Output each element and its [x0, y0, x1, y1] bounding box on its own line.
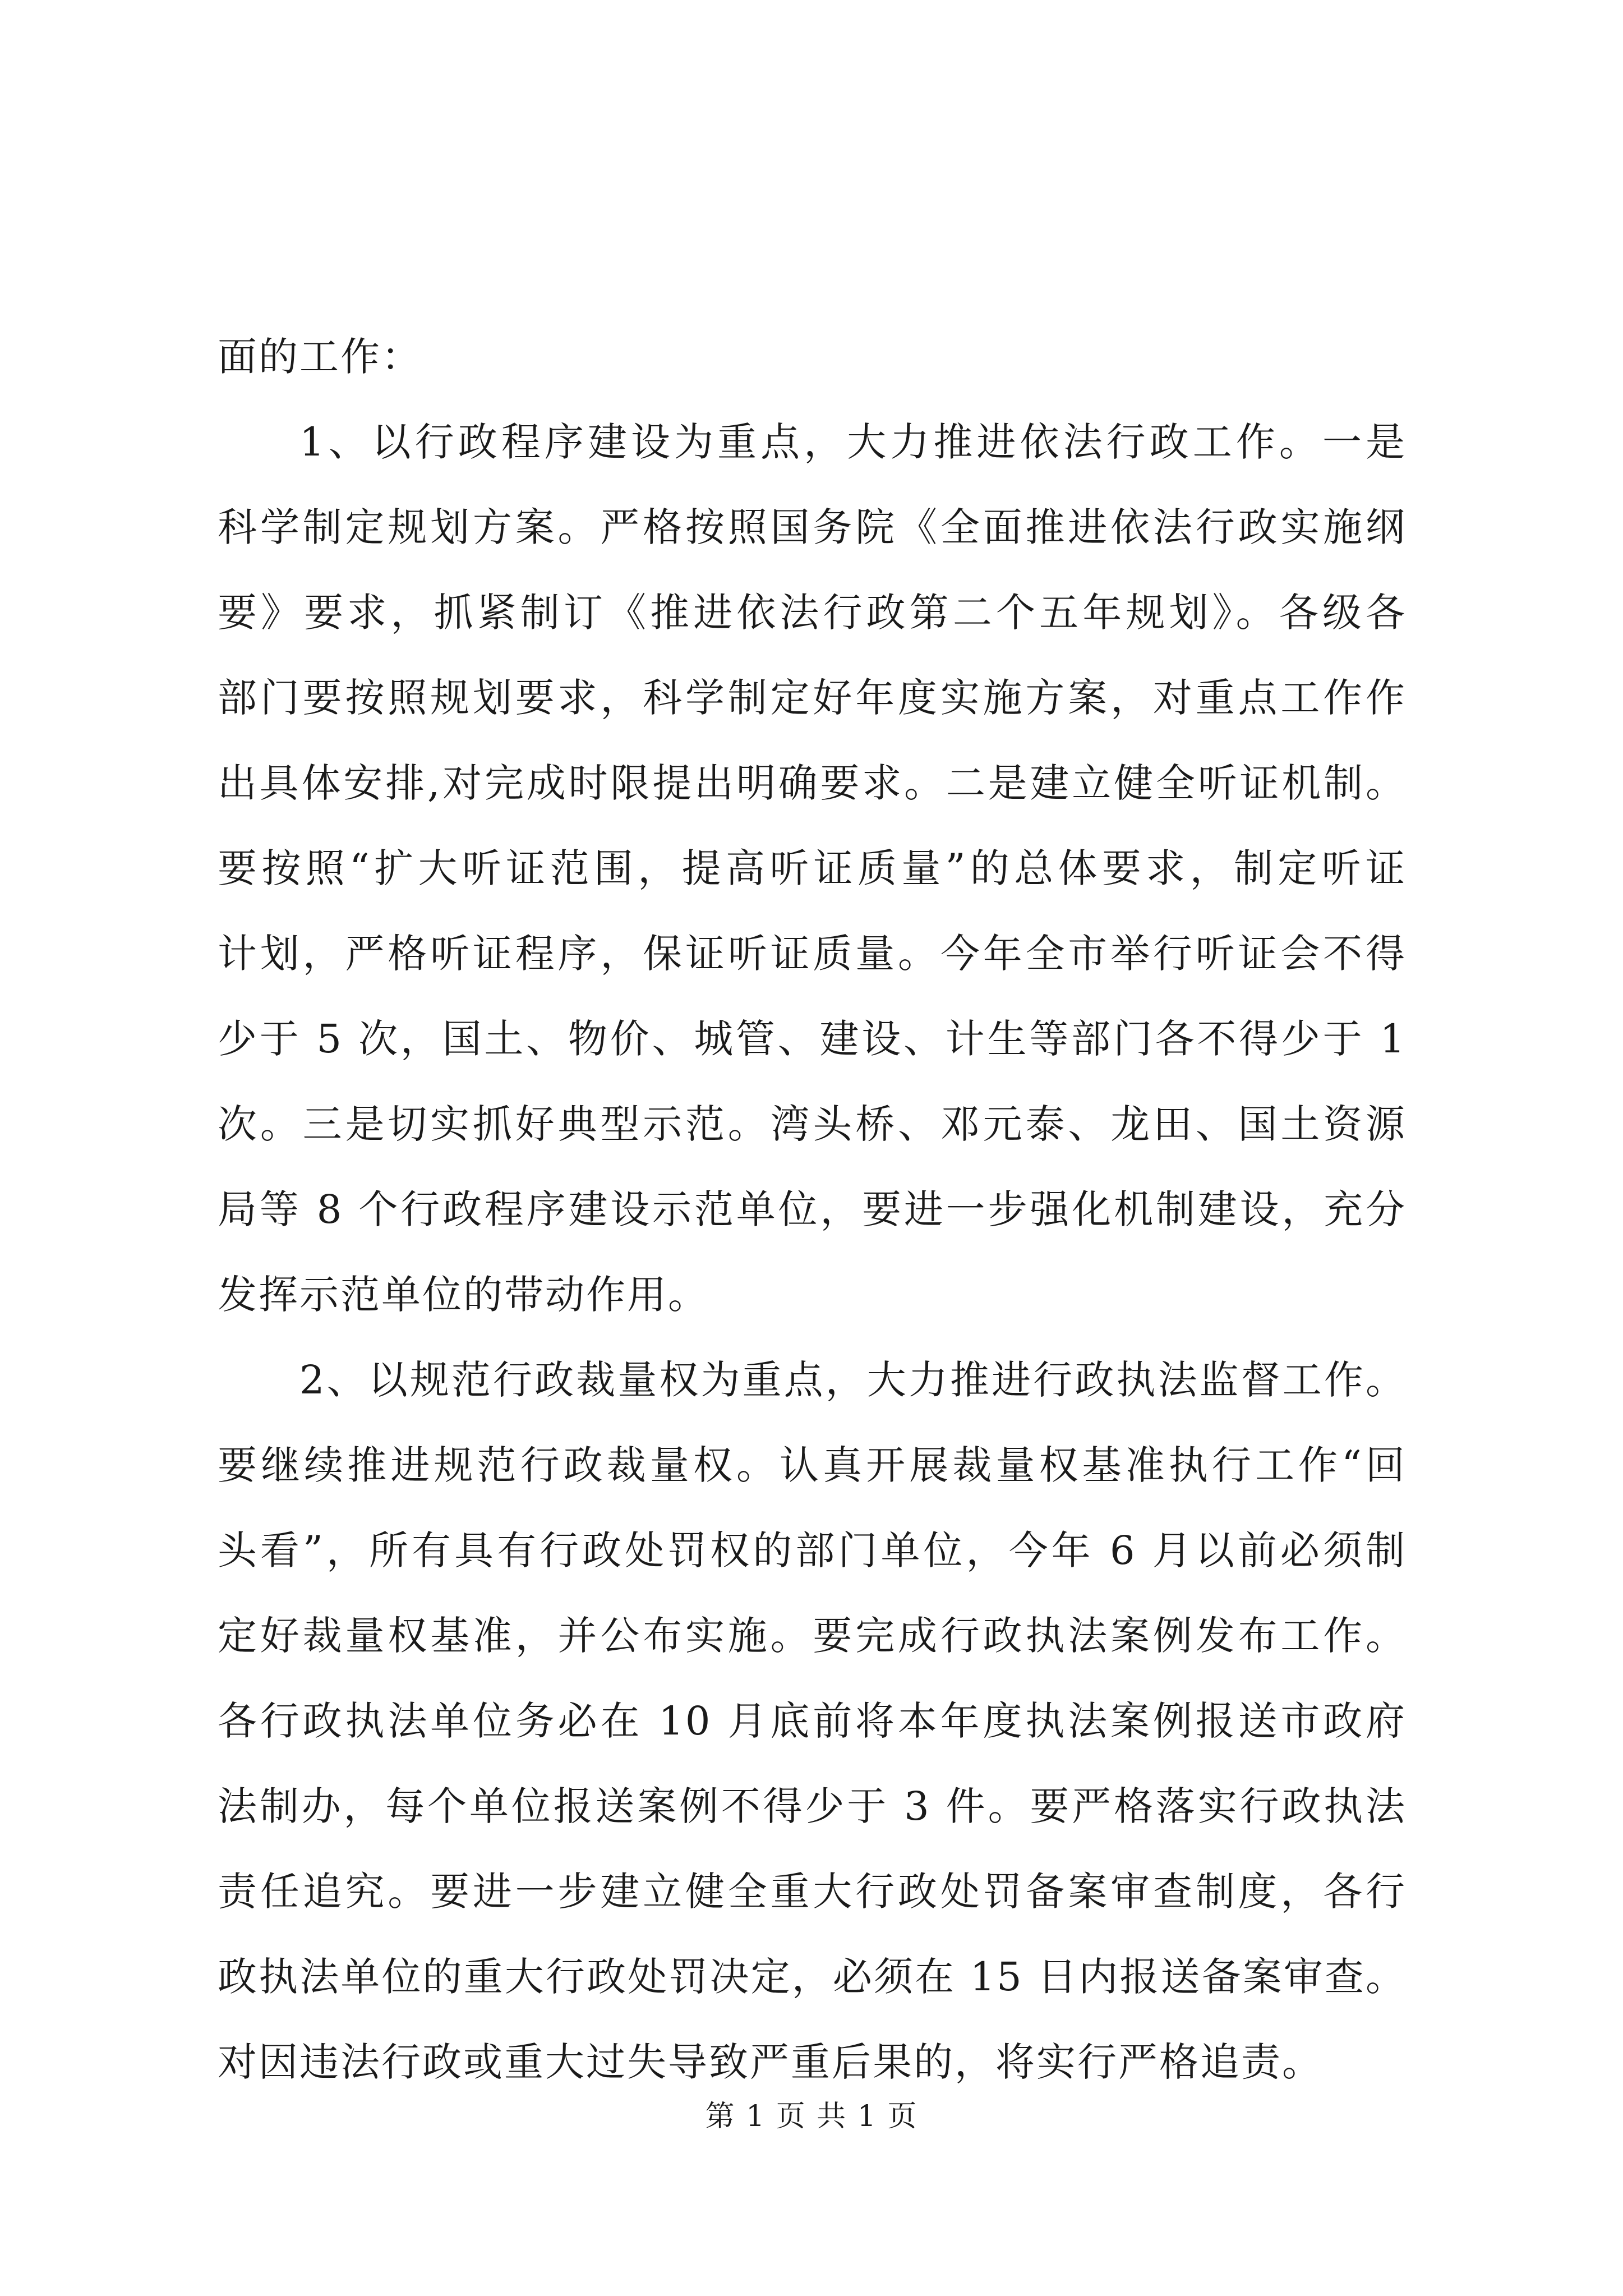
text-line: 少于 5 次，国土、物价、城管、建设、计生等部门各不得少于 1	[218, 1016, 1407, 1062]
text-line: 计划，严格听证程序，保证听证质量。今年全市举行听证会不得	[218, 931, 1407, 977]
text-line: 面的工作：	[218, 334, 422, 380]
text-line: 要继续推进规范行政裁量权。认真开展裁量权基准执行工作“回	[218, 1442, 1407, 1488]
text-line: 政执法单位的重大行政处罚决定，必须在 15 日内报送备案审查。	[218, 1954, 1407, 2000]
text-line: 部门要按照规划要求，科学制定好年度实施方案，对重点工作作	[218, 675, 1407, 721]
text-line: 出具体安排,对完成时限提出明确要求。二是建立健全听证机制。	[218, 760, 1407, 806]
text-line: 头看”，所有具有行政处罚权的部门单位，今年 6 月以前必须制	[218, 1527, 1407, 1573]
text-line: 要按照“扩大听证范围，提高听证质量”的总体要求，制定听证	[218, 845, 1407, 891]
page-number-label: 第 1 页 共 1 页	[705, 2100, 918, 2133]
text-line: 局等 8 个行政程序建设示范单位，要进一步强化机制建设，充分	[218, 1186, 1407, 1232]
text-line: 发挥示范单位的带动作用。	[218, 1272, 709, 1318]
text-line: 要》要求，抓紧制订《推进依法行政第二个五年规划》。各级各	[218, 590, 1407, 636]
document-body	[218, 314, 1407, 2105]
paragraph-1-start: 1、以行政程序建设为重点，大力推进依法行政工作。一是	[299, 419, 1407, 465]
text-line: 责任追究。要进一步建立健全重大行政处罚备案审查制度，各行	[218, 1869, 1407, 1915]
text-line: 科学制定规划方案。严格按照国务院《全面推进依法行政实施纲	[218, 504, 1407, 550]
text-line: 定好裁量权基准，并公布实施。要完成行政执法案例发布工作。	[218, 1613, 1407, 1659]
text-line: 法制办，每个单位报送案例不得少于 3 件。要严格落实行政执法	[218, 1783, 1407, 1829]
text-line: 次。三是切实抓好典型示范。湾头桥、邓元泰、龙田、国土资源	[218, 1101, 1407, 1147]
text-line: 对因违法行政或重大过失导致严重后果的，将实行严格追责。	[218, 2039, 1323, 2085]
page-footer	[0, 2092, 1623, 2134]
text-line: 各行政执法单位务必在 10 月底前将本年度执法案例报送市政府	[218, 1698, 1407, 1744]
paragraph-2-start: 2、以规范行政裁量权为重点，大力推进行政执法监督工作。	[299, 1357, 1407, 1403]
